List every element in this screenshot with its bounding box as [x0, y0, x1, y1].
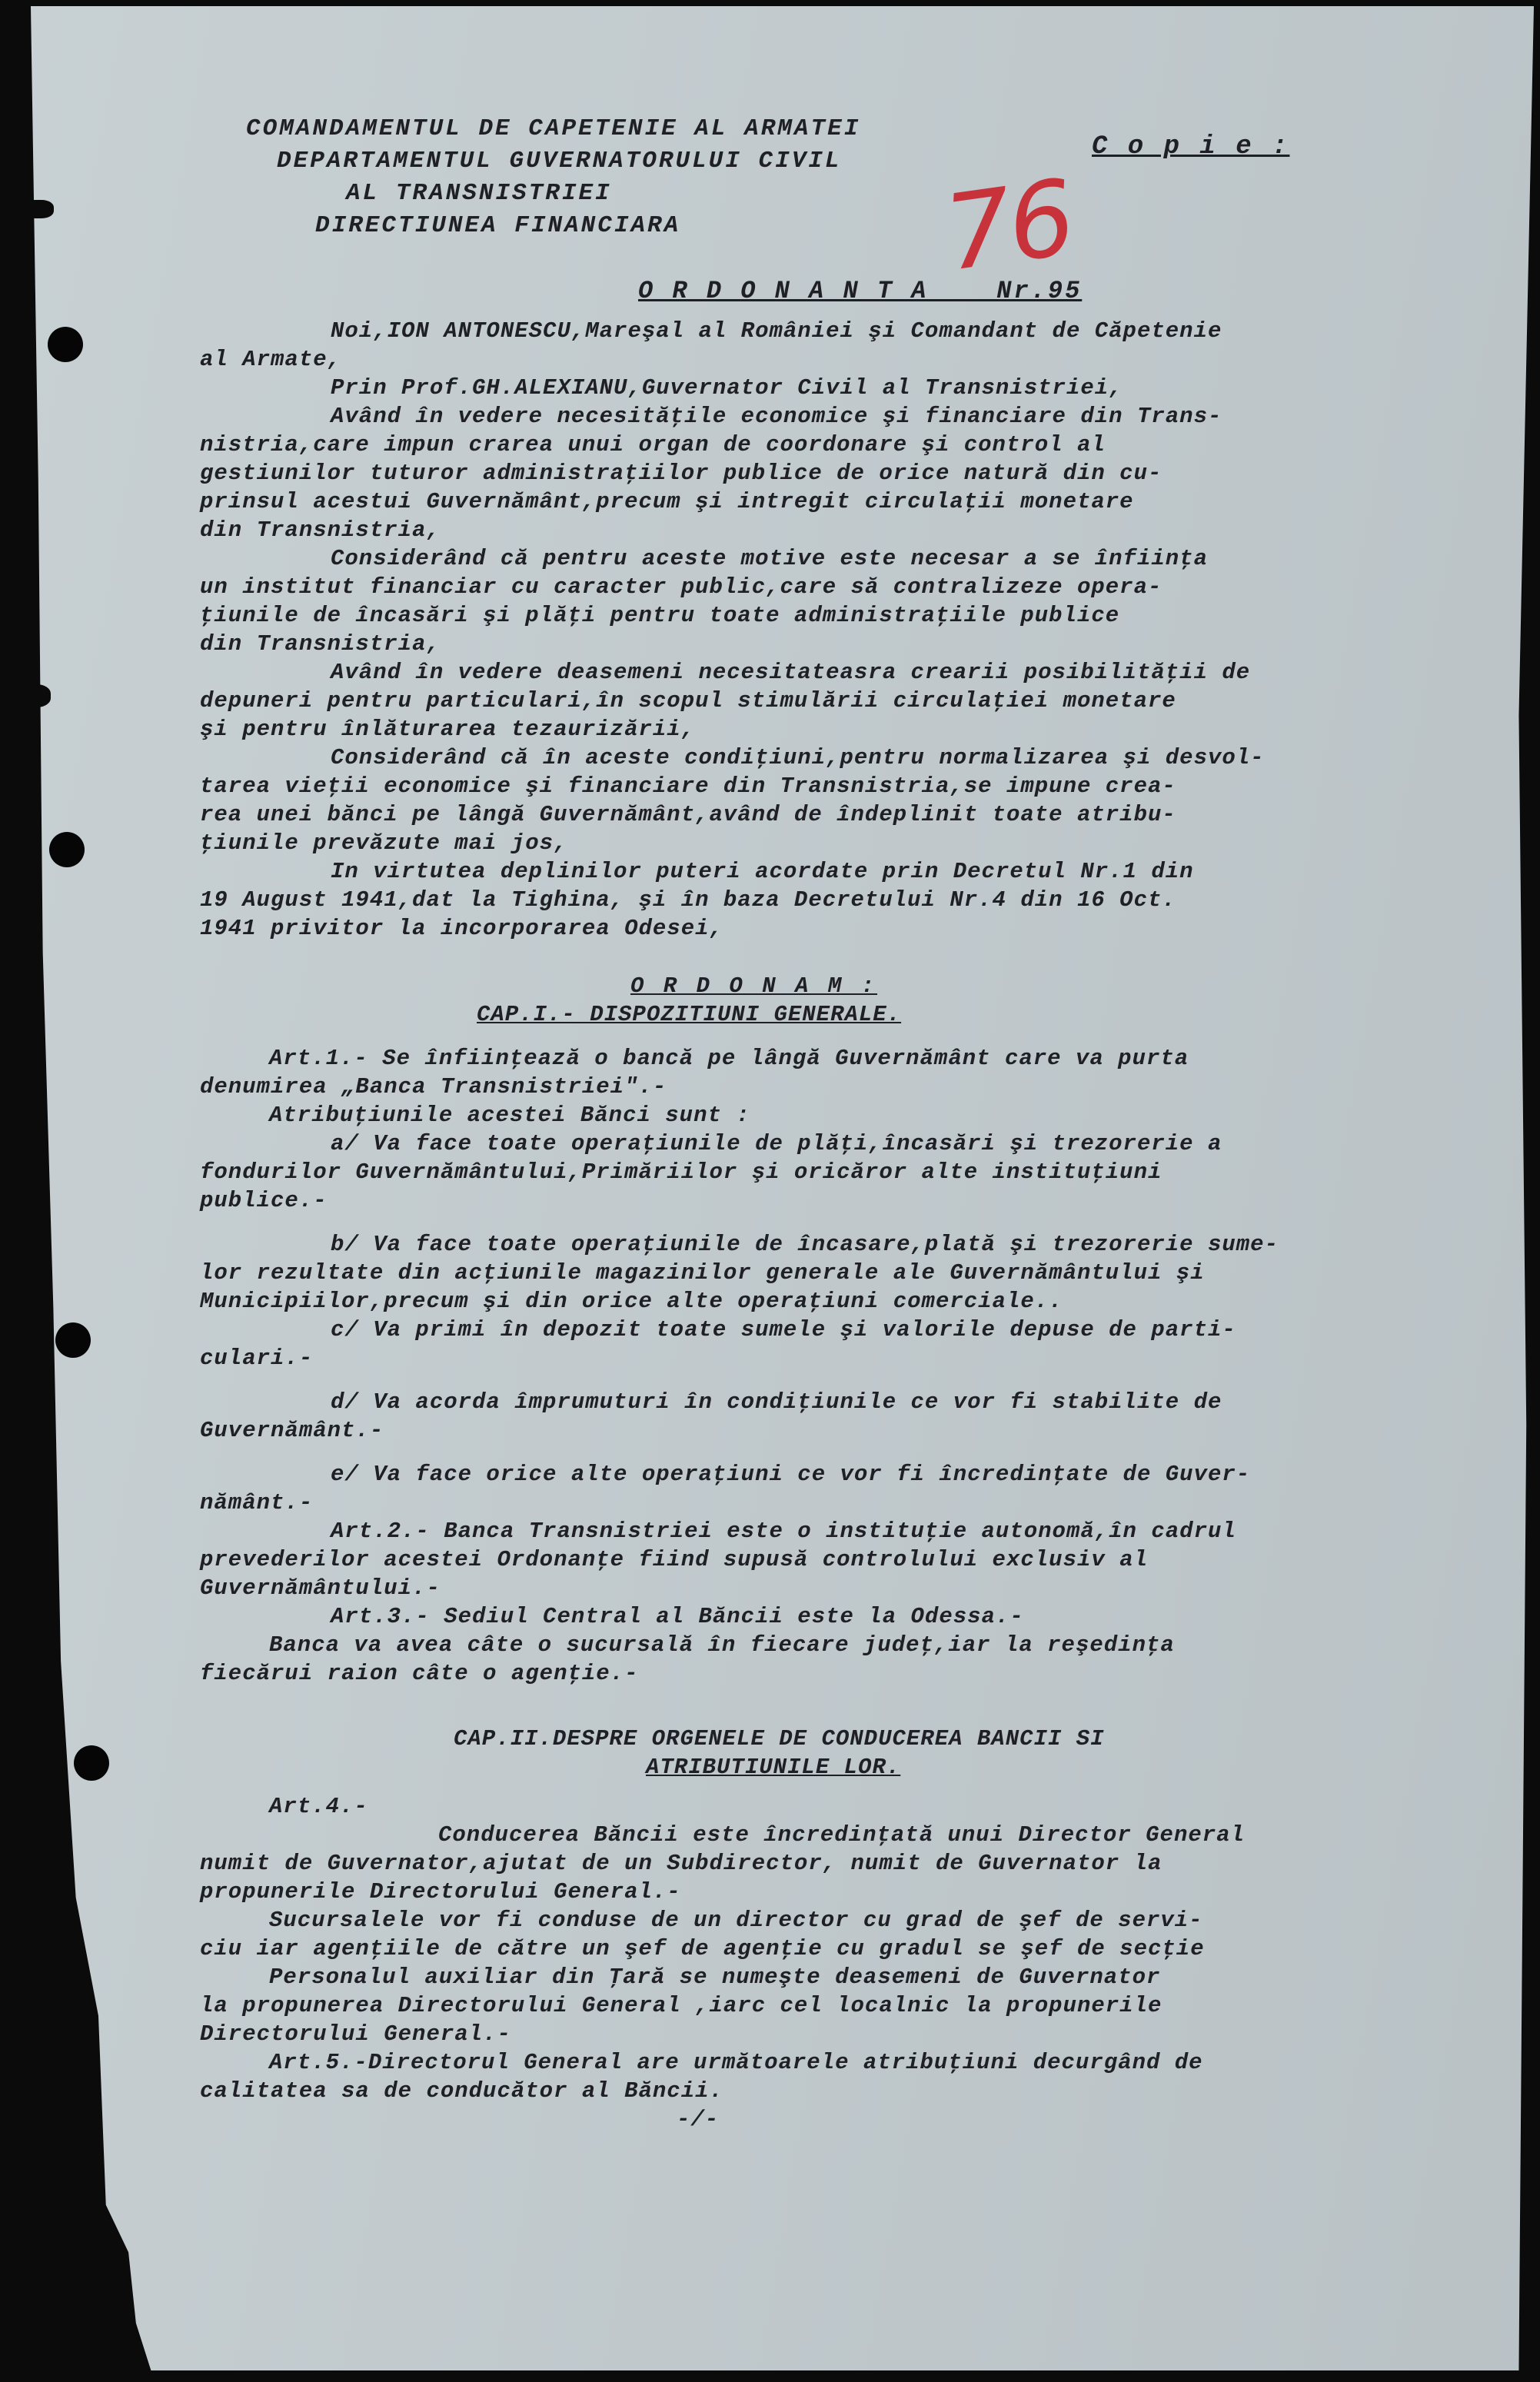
- cap1-line: e/ Va face orice alte operaţiuni ce vor fi încredinţate de Guver-: [331, 1462, 1251, 1487]
- cap1-line: fiecărui raion câte o agenţie.-: [200, 1661, 639, 1686]
- cap1-line: d/ Va acorda împrumuturi în condiţiunile ce vor fi stabilite de: [331, 1389, 1222, 1415]
- preamble-line: rea unei bănci pe lângă Guvernământ,având de îndeplinit toate atribu-: [200, 802, 1176, 827]
- cap2-line: Personalul auxiliar din Ţară se numeşte deasemeni de Guvernator: [269, 1964, 1161, 1990]
- cap1-line: lor rezultate din acţiunile magazinilor generale ale Guvernământului şi: [200, 1260, 1205, 1286]
- cap1-line: denumirea „Banca Transnistriei".-: [200, 1074, 667, 1100]
- preamble-line: din Transnistria,: [200, 517, 441, 543]
- preamble-line: Noi,ION ANTONESCU,Mareşal al României şi Comandant de Căpetenie: [331, 318, 1222, 344]
- chapter-2-title-line-2: ATRIBUTIUNILE LOR.: [646, 1755, 901, 1780]
- cap1-line: nământ.-: [200, 1490, 314, 1515]
- cap1-line: culari.-: [200, 1346, 314, 1371]
- cap2-line: Directorului General.-: [200, 2021, 511, 2047]
- punch-hole-3: [55, 1322, 91, 1358]
- cap2-line: propunerile Directorului General.-: [200, 1879, 681, 1905]
- cap1-line: prevederilor acestei Ordonanţe fiind supusă controlului exclusiv al: [200, 1547, 1148, 1572]
- preamble-line: un institut financiar cu caracter public,care să contralizeze opera-: [200, 574, 1162, 600]
- preamble-line: In virtutea deplinilor puteri acordate prin Decretul Nr.1 din: [331, 859, 1194, 884]
- header-org-line-3: AL TRANSNISTRIEI: [346, 180, 612, 207]
- cap1-line: fondurilor Guvernământului,Primăriilor şi oricăror alte instituţiuni: [200, 1159, 1162, 1185]
- document-body: [200, 317, 1538, 2134]
- preamble-line: depuneri pentru particulari,în scopul stimulării circulaţiei monetare: [200, 688, 1176, 714]
- cap1-line: Guvernământ.-: [200, 1418, 384, 1443]
- header-org-line-1: COMANDAMENTUL DE CAPETENIE AL ARMATEI: [246, 115, 861, 142]
- cap1-line: Art.2.- Banca Transnistriei este o instituţie autonomă,în cadrul: [331, 1519, 1236, 1544]
- cap2-line: Art.4.-: [269, 1794, 368, 1819]
- cap1-line: Guvernământului.-: [200, 1575, 441, 1601]
- preamble-line: Considerând că în aceste condiţiuni,pentru normalizarea şi desvol-: [331, 745, 1265, 770]
- cap2-line: Art.5.-Directorul General are următoarele atribuţiuni decurgând de: [269, 2050, 1203, 2075]
- preamble-line: al Armate,: [200, 347, 342, 372]
- preamble-line: 19 August 1941,dat la Tighina, şi în baza Decretului Nr.4 din 16 Oct.: [200, 887, 1176, 913]
- torn-edge-mark: [23, 200, 54, 218]
- cap1-line: c/ Va primi în depozit toate sumele şi valorile depuse de parti-: [331, 1317, 1236, 1342]
- header-org-line-2: DEPARTAMENTUL GUVERNATORULUI CIVIL: [277, 148, 842, 175]
- cap1-line: publice.-: [200, 1188, 328, 1213]
- preamble-line: nistria,care impun crarea unui organ de coordonare şi control al: [200, 432, 1106, 457]
- punch-hole-4: [74, 1745, 109, 1781]
- punch-hole-2: [49, 832, 85, 867]
- cap1-line: a/ Va face toate operaţiunile de plăţi,încasări şi trezorerie a: [331, 1131, 1222, 1156]
- page-number: -/-: [677, 2107, 720, 2132]
- cap2-line: Sucursalele vor fi conduse de un director cu grad de şef de servi-: [269, 1908, 1203, 1933]
- preamble-line: Prin Prof.GH.ALEXIANU,Guvernator Civil al Transnistriei,: [331, 375, 1123, 401]
- cap2-line: la propunerea Directorului General ,iarc cel localnic la propunerile: [200, 1993, 1162, 2018]
- cap1-line: Art.3.- Sediul Central al Băncii este la Odessa.-: [331, 1604, 1024, 1629]
- cap1-line: Municipiilor,precum şi din orice alte operaţiuni comerciale..: [200, 1289, 1063, 1314]
- cap2-line: numit de Guvernator,ajutat de un Subdirector, numit de Guvernator la: [200, 1851, 1162, 1876]
- preamble-line: gestiunilor tuturor administraţiilor publice de orice natură din cu-: [200, 461, 1162, 486]
- punch-hole-1: [48, 327, 83, 362]
- preamble-line: tarea vieţii economice şi financiare din Transnistria,se impune crea-: [200, 773, 1176, 799]
- preamble-line: din Transnistria,: [200, 631, 441, 657]
- preamble-line: 1941 privitor la incorporarea Odesei,: [200, 916, 723, 941]
- cap1-line: b/ Va face toate operaţiunile de încasare,plată şi trezorerie sume-: [331, 1232, 1279, 1257]
- cap2-line: Conducerea Băncii este încredinţată unui Director General: [438, 1822, 1245, 1848]
- preamble-line: prinsul acestui Guvernământ,precum şi intregit circulaţii monetare: [200, 489, 1134, 514]
- cap2-line: calitatea sa de conducător al Băncii.: [200, 2078, 723, 2104]
- preamble-line: Având în vedere deasemeni necesitateasra crearii posibilităţii de: [331, 660, 1251, 685]
- cap1-line: Atribuţiunile acestei Bănci sunt :: [269, 1103, 750, 1128]
- cap1-line: Art.1.- Se înfiinţează o bancă pe lângă Guvernământ care va purta: [269, 1046, 1189, 1071]
- chapter-2-title: CAP.II.DESPRE ORGENELE DE CONDUCEREA BANCII SI: [454, 1726, 1105, 1752]
- header-org-line-4: DIRECTIUNEA FINANCIARA: [315, 212, 681, 239]
- document-title: O R D O N A N T A Nr.95: [638, 277, 1083, 305]
- ordonam-heading: O R D O N A M :: [630, 973, 878, 999]
- copy-label: C o p i e :: [1092, 132, 1290, 161]
- preamble-line: Considerând că pentru aceste motive este necesar a se înfiinţa: [331, 546, 1208, 571]
- cap1-line: Banca va avea câte o sucursală în fiecare judeţ,iar la reşedinţa: [269, 1632, 1175, 1658]
- cap2-line: ciu iar agenţiile de către un şef de agenţie cu gradul se şef de secţie: [200, 1936, 1205, 1961]
- preamble-line: ţiunile de încasări şi plăţi pentru toate administraţiile publice: [200, 603, 1120, 628]
- preamble-line: ţiunile prevăzute mai jos,: [200, 830, 568, 856]
- preamble-line: Având în vedere necesităţile economice şi financiare din Trans-: [331, 404, 1222, 429]
- chapter-1-title: CAP.I.- DISPOZITIUNI GENERALE.: [477, 1002, 902, 1027]
- torn-edge-mark-2: [15, 684, 51, 707]
- preamble-line: şi pentru înlăturarea tezaurizării,: [200, 717, 696, 742]
- handwritten-file-number: 76: [937, 157, 1079, 294]
